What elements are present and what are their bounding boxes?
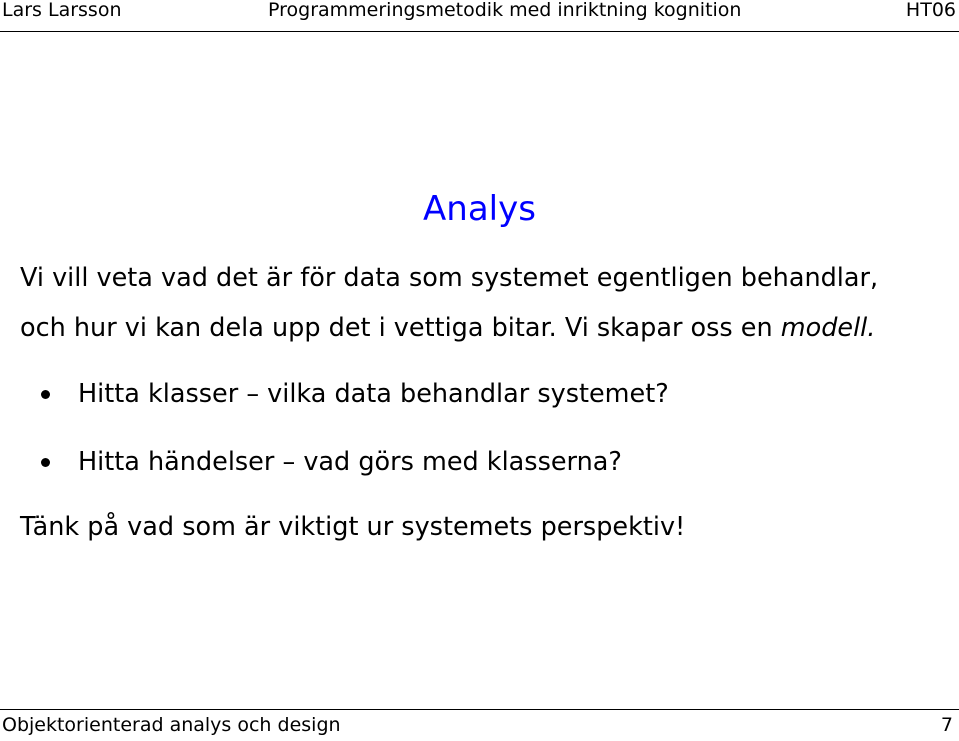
slide-title: Analys [423,189,536,229]
bullet-icon [41,390,50,399]
term-label: HT06 [905,0,956,21]
intro-line-1: Vi vill veta vad det är för data som systemet egentligen behandlar, [20,263,879,293]
bullet-icon [41,458,50,467]
footer-divider [0,709,959,710]
bullet-text: Hitta händelser – vad görs med klasserna? [78,447,622,477]
intro-emphasis: modell. [780,313,876,343]
document-title: Objektorienterad analys och design [2,714,341,736]
header-divider [0,31,959,32]
intro-line-2 [20,313,875,343]
page-number: 7 [940,714,953,736]
closing-line: Tänk på vad som är viktigt ur systemets perspektiv! [20,512,686,542]
course-title: Programmeringsmetodik med inriktning kognition [268,0,742,21]
slide-header [0,0,959,30]
intro-line-2-text: och hur vi kan dela upp det i vettiga bitar. Vi skapar oss en [20,313,781,343]
bullet-text: Hitta klasser – vilka data behandlar systemet? [78,379,669,409]
author-name: Lars Larsson [2,0,122,21]
